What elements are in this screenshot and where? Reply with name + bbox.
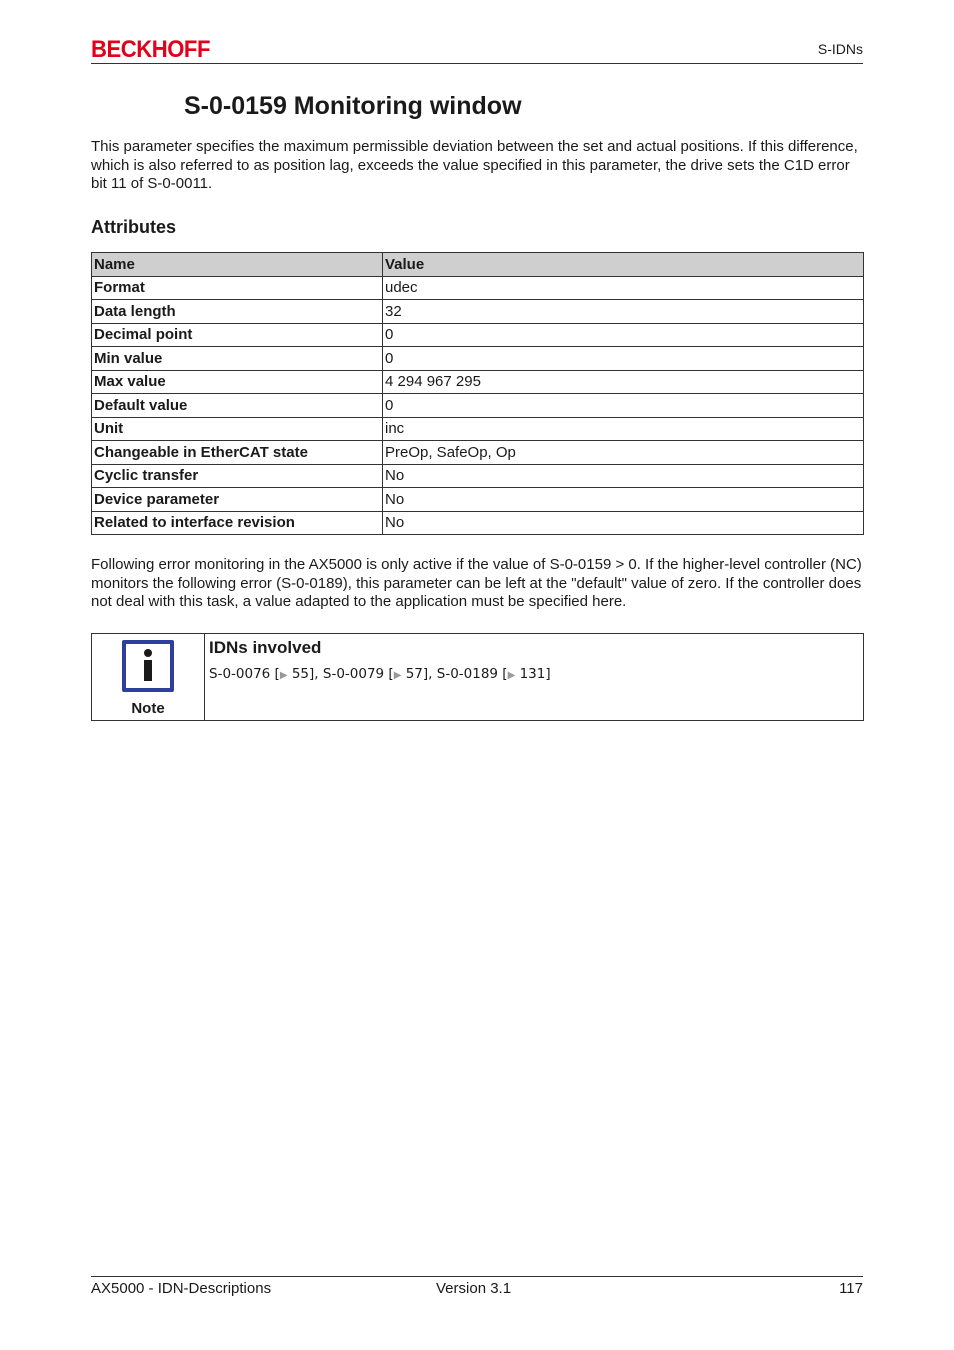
attr-name: Cyclic transfer xyxy=(92,464,383,488)
beckhoff-logo: BECKHOFF xyxy=(91,36,210,63)
attr-value: 0 xyxy=(383,394,864,418)
attr-value: udec xyxy=(383,276,864,300)
note-box xyxy=(91,633,864,721)
header-divider xyxy=(91,63,863,64)
attributes-heading: Attributes xyxy=(91,217,176,237)
attr-value: 4 294 967 295 xyxy=(383,370,864,394)
attr-name: Min value xyxy=(92,347,383,371)
table-row xyxy=(92,464,864,488)
table-row xyxy=(92,347,864,371)
info-icon xyxy=(121,639,175,693)
table-row xyxy=(92,441,864,465)
attr-name: Default value xyxy=(92,394,383,418)
column-header-name: Name xyxy=(92,253,383,277)
attr-value: 0 xyxy=(383,347,864,371)
attr-name: Device parameter xyxy=(92,488,383,512)
attr-name: Changeable in EtherCAT state xyxy=(92,441,383,465)
link-arrow-icon: ▶ xyxy=(393,670,402,681)
table-row xyxy=(92,511,864,535)
table-row xyxy=(92,323,864,347)
attr-value: No xyxy=(383,464,864,488)
note-label: Note xyxy=(131,700,165,717)
idn-ref[interactable]: S-0-0079 xyxy=(322,666,385,682)
page-ref[interactable]: 55 xyxy=(291,666,310,682)
attr-value: inc xyxy=(383,417,864,441)
attr-name: Format xyxy=(92,276,383,300)
footer-divider xyxy=(91,1276,863,1277)
attr-name: Related to interface revision xyxy=(92,511,383,535)
attr-value: No xyxy=(383,511,864,535)
note-title: IDNs involved xyxy=(209,638,322,657)
idn-ref[interactable]: S-0-0076 xyxy=(209,666,271,682)
table-row xyxy=(92,370,864,394)
page-title: S-0-0159 Monitoring window xyxy=(184,92,522,120)
note-content xyxy=(205,634,551,720)
attributes-table xyxy=(91,252,864,535)
attr-value: PreOp, SafeOp, Op xyxy=(383,441,864,465)
column-header-value: Value xyxy=(383,253,864,277)
attr-value: No xyxy=(383,488,864,512)
attr-value: 0 xyxy=(383,323,864,347)
link-arrow-icon: ▶ xyxy=(279,670,288,681)
footer-version: Version 3.1 xyxy=(436,1280,512,1297)
footer-page-number: 117 xyxy=(839,1280,863,1297)
attr-name: Decimal point xyxy=(92,323,383,347)
attr-name: Data length xyxy=(92,300,383,324)
table-row xyxy=(92,276,864,300)
attr-name: Unit xyxy=(92,417,383,441)
intro-paragraph: This parameter specifies the maximum permissible deviation between the set and actual positions. If this difference, which is also referred to as position lag, exceeds the value specified in this parameter, the drive sets the C1D error bit 11 of S-0-0011. xyxy=(91,138,858,193)
table-row xyxy=(92,488,864,512)
table-header-row xyxy=(92,253,864,277)
idn-ref[interactable]: S-0-0189 xyxy=(436,666,499,682)
attr-name: Max value xyxy=(92,370,383,394)
table-row xyxy=(92,394,864,418)
footer-document-title: AX5000 - IDN-Descriptions xyxy=(91,1280,272,1297)
note-icon-cell xyxy=(92,634,205,720)
page-ref[interactable]: 131 xyxy=(519,666,546,682)
idn-reference-list: S-0-0076 [▶ 55], S-0-0079 [▶ 57], S-0-0189 [▶ 131] xyxy=(209,666,551,682)
section-title: S-IDNs xyxy=(817,41,863,57)
table-row xyxy=(92,417,864,441)
page-ref[interactable]: 57 xyxy=(405,666,423,682)
attr-value: 32 xyxy=(383,300,864,324)
link-arrow-icon: ▶ xyxy=(507,670,516,681)
monitoring-paragraph: Following error monitoring in the AX5000 is only active if the value of S-0-0159 > 0. If the higher-level controller (NC) monitors the following error (S-0-0189), this parameter can be left at the "default" value of zero. If the controller does not deal with this task, a value adapted to the application must be specified here. xyxy=(91,556,862,611)
table-row xyxy=(92,300,864,324)
